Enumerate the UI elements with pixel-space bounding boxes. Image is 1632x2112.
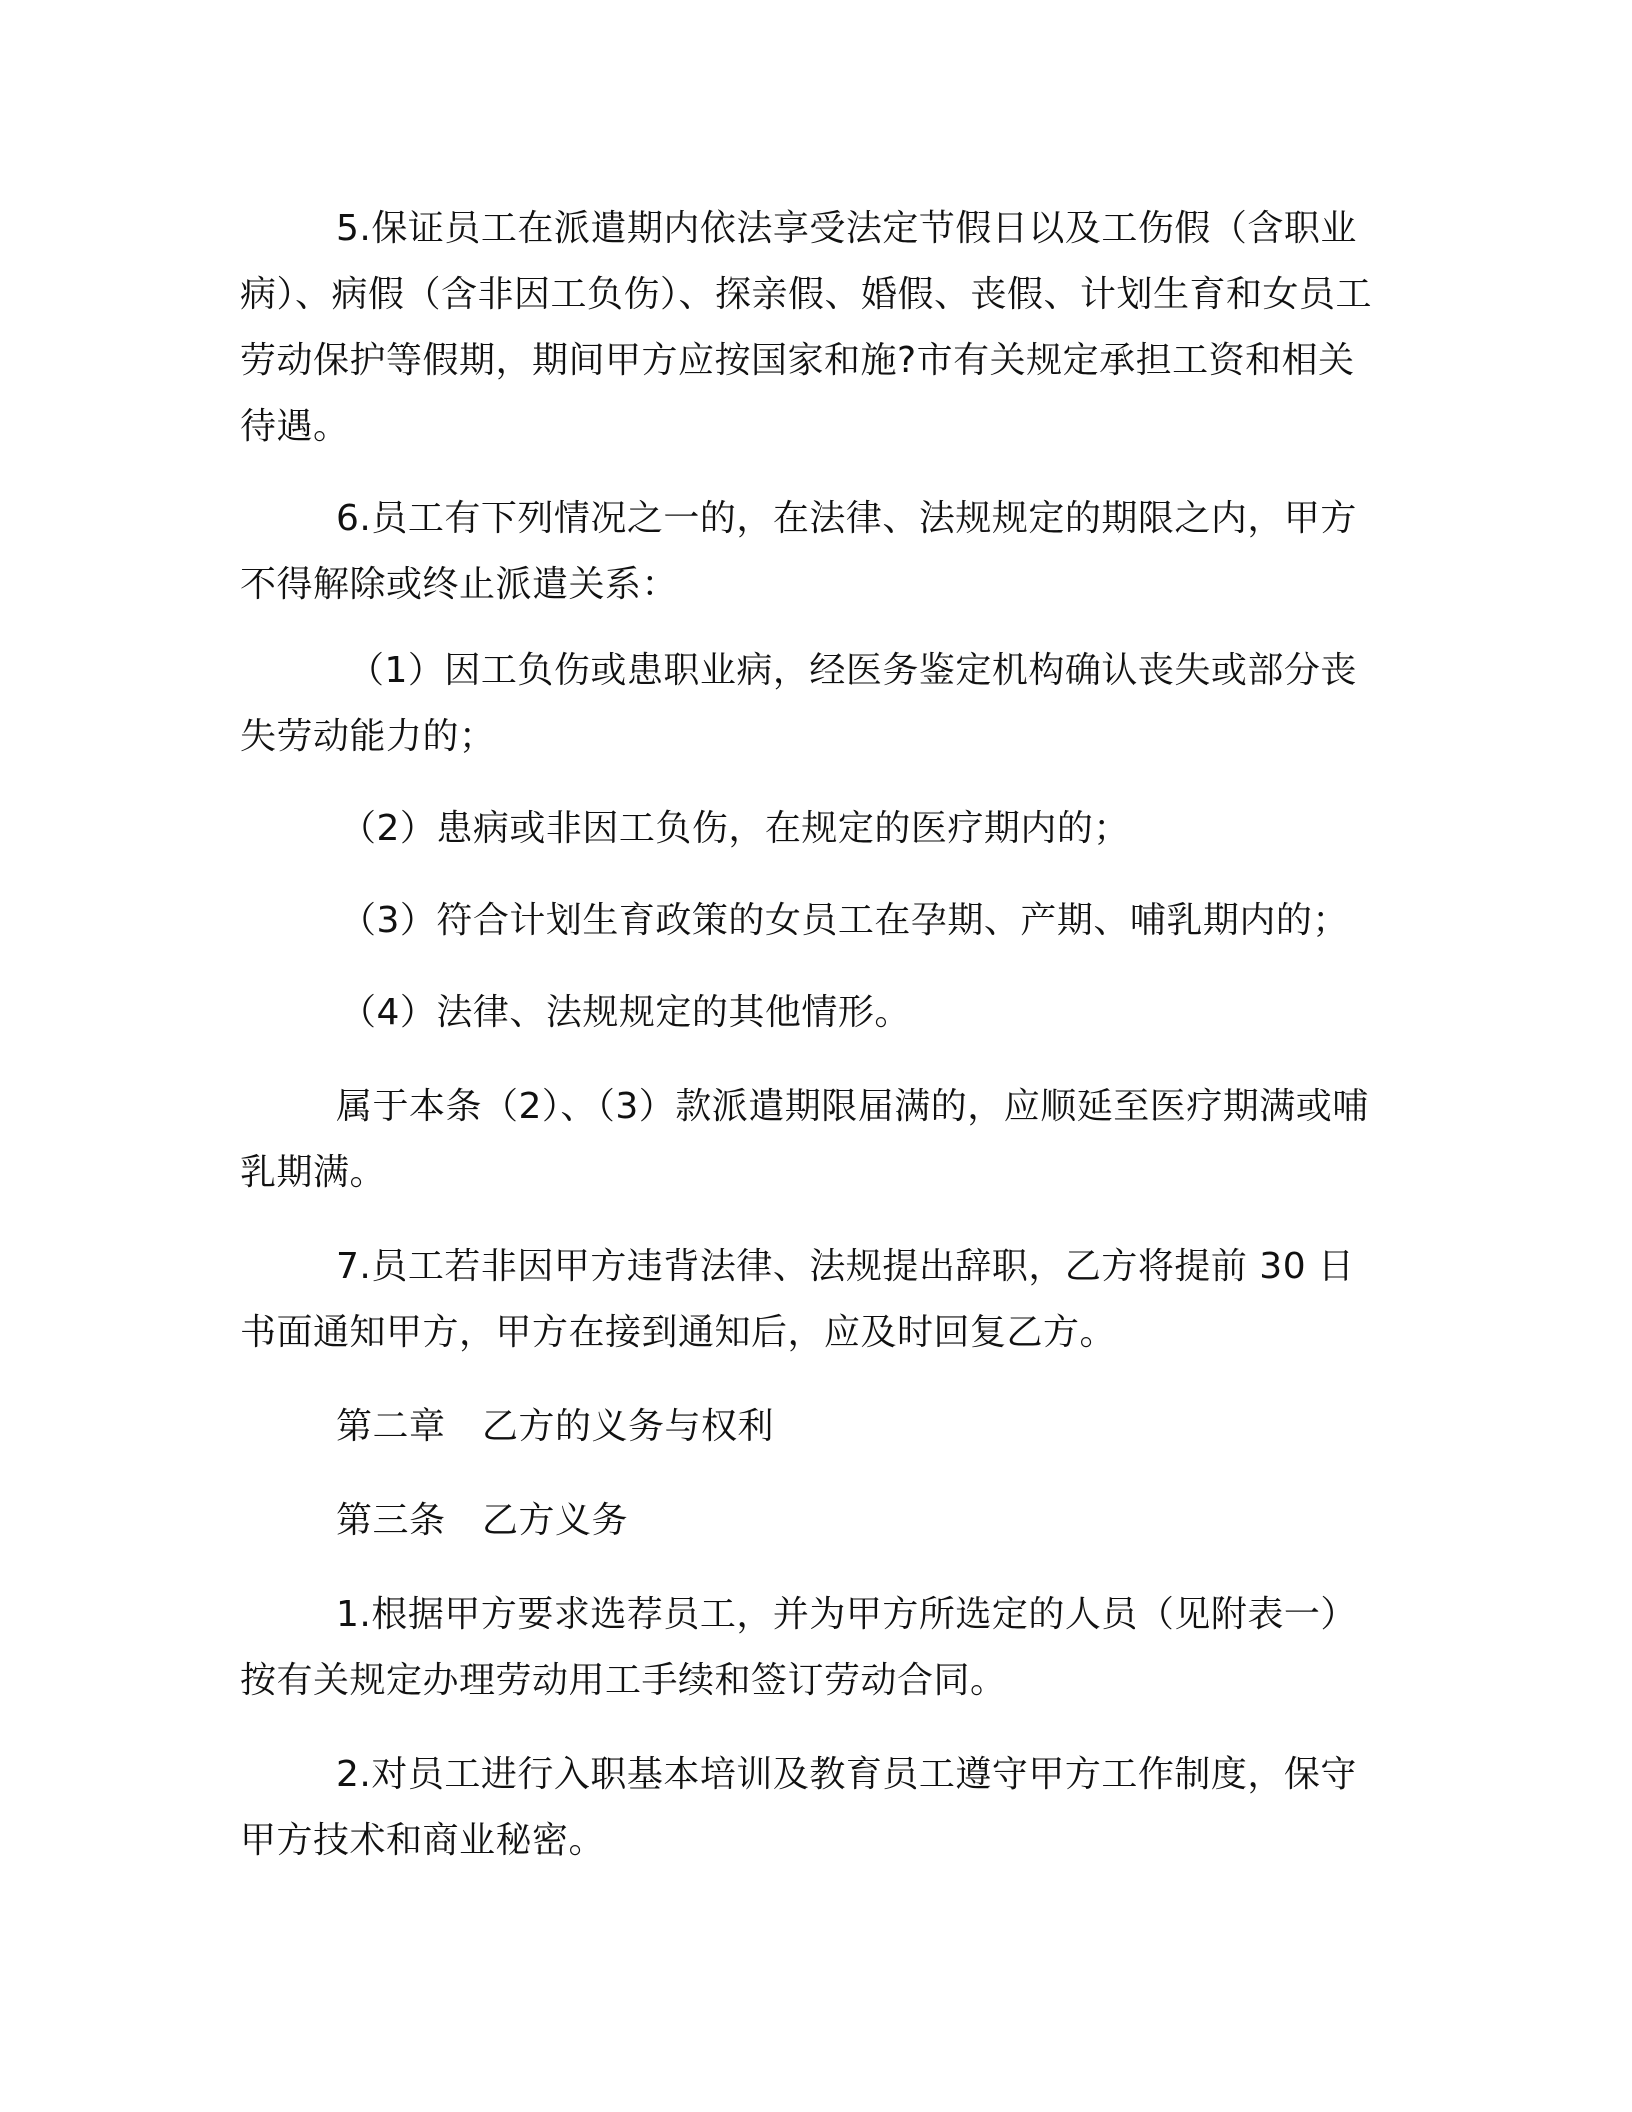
article-heading: 第三条 乙方义务 xyxy=(336,1500,629,1541)
chapter-heading: 第二章 乙方的义务与权利 xyxy=(336,1406,775,1447)
paragraph-obligation-2: 2.对员工进行入职基本培训及教育员工遵守甲方工作制度，保守甲方技术和商业秘密。 xyxy=(240,1754,1357,1861)
list-item-2: （2）患病或非因工负伤，在规定的医疗期内的； xyxy=(340,808,1130,849)
list-item-4: （4）法律、法规规定的其他情形。 xyxy=(340,992,911,1033)
paragraph-leave-rights: 5.保证员工在派遣期内依法享受法定节假日以及工伤假（含职业病）、病假（含非因工负伤）、探亲假、婚假、丧假、计划生育和女员工劳动保护等假期，期间甲方应按国家和施?市有关规定承担工资和相关待遇。 xyxy=(240,208,1373,447)
list-item-1: （1）因工负伤或患职业病，经医务鉴定机构确认丧失或部分丧失劳动能力的； xyxy=(240,650,1357,757)
paragraph-no-termination: 6.员工有下列情况之一的，在法律、法规规定的期限之内，甲方不得解除或终止派遣关系： xyxy=(240,498,1357,605)
paragraph-obligation-1: 1.根据甲方要求选荐员工，并为甲方所选定的人员（见附表一）按有关规定办理劳动用工手续和签订劳动合同。 xyxy=(240,1594,1357,1701)
list-item-3: （3）符合计划生育政策的女员工在孕期、产期、哺乳期内的； xyxy=(340,900,1349,941)
paragraph-extension: 属于本条（2）、（3）款派遣期限届满的，应顺延至医疗期满或哺乳期满。 xyxy=(240,1086,1369,1193)
paragraph-resignation: 7.员工若非因甲方违背法律、法规提出辞职，乙方将提前 30 日书面通知甲方，甲方在接到通知后，应及时回复乙方。 xyxy=(240,1246,1355,1353)
